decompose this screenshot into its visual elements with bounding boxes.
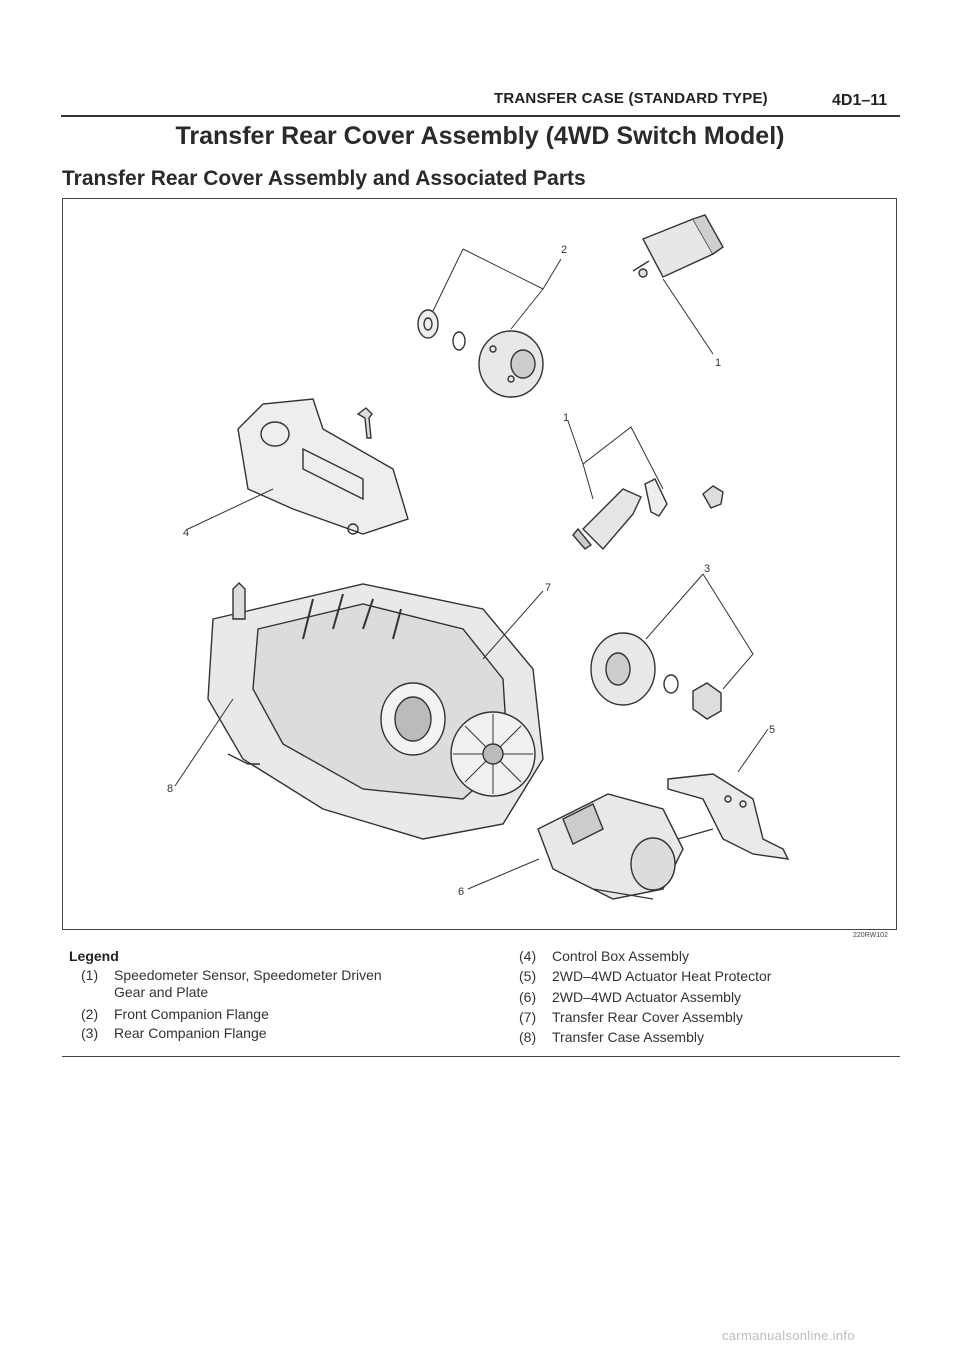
legend-number: (1) [81,967,99,983]
speedometer-driven-gear-part [573,479,723,549]
legend-number: (3) [81,1025,99,1041]
legend-text: 2WD–4WD Actuator Heat Protector [552,968,772,984]
rear-companion-flange-part [591,633,721,719]
header-rule [61,115,900,117]
callout-8: 8 [167,783,174,795]
legend-number: (7) [519,1009,537,1025]
control-box-part [238,399,408,534]
callout-3: 3 [704,563,711,575]
watermark: carmanualsonline.info [722,1328,855,1343]
legend-text: Control Box Assembly [552,948,689,964]
exploded-view-figure [62,198,897,930]
page-title: Transfer Rear Cover Assembly (4WD Switch Model) [175,122,785,150]
footer-rule [62,1056,900,1057]
callout-6: 6 [458,886,465,898]
legend-text: Transfer Case Assembly [552,1029,704,1045]
section-subtitle: Transfer Rear Cover Assembly and Associated Parts [62,167,586,190]
legend-text: 2WD–4WD Actuator Assembly [552,989,742,1005]
legend-number: (2) [81,1006,99,1022]
actuator-part [538,794,713,899]
legend-text: Front Companion Flange [114,1006,269,1022]
transfer-case-part [208,583,543,839]
legend-text: Transfer Rear Cover Assembly [552,1009,743,1025]
legend-text: Speedometer Sensor, Speedometer Driven Gear and Plate [114,967,382,1000]
legend-number: (5) [519,968,537,984]
callout-5: 5 [769,724,776,736]
front-companion-flange-part [418,310,543,397]
section-header: TRANSFER CASE (STANDARD TYPE) [494,90,768,107]
legend-number: (6) [519,989,537,1005]
heat-protector-part [668,774,788,859]
figure-code: 220RW102 [853,932,888,939]
speedometer-sensor-part [633,215,723,277]
callout-1b: 1 [563,412,570,424]
legend-text: Rear Companion Flange [114,1025,267,1041]
callout-2: 2 [561,244,568,256]
callout-7: 7 [545,582,552,594]
callout-4: 4 [183,527,190,539]
exploded-view-drawing [63,199,898,931]
page-number: 4D1–11 [832,92,888,109]
callout-1a: 1 [715,357,722,369]
legend-title: Legend [69,948,119,964]
legend-number: (4) [519,948,537,964]
legend-number: (8) [519,1029,537,1045]
